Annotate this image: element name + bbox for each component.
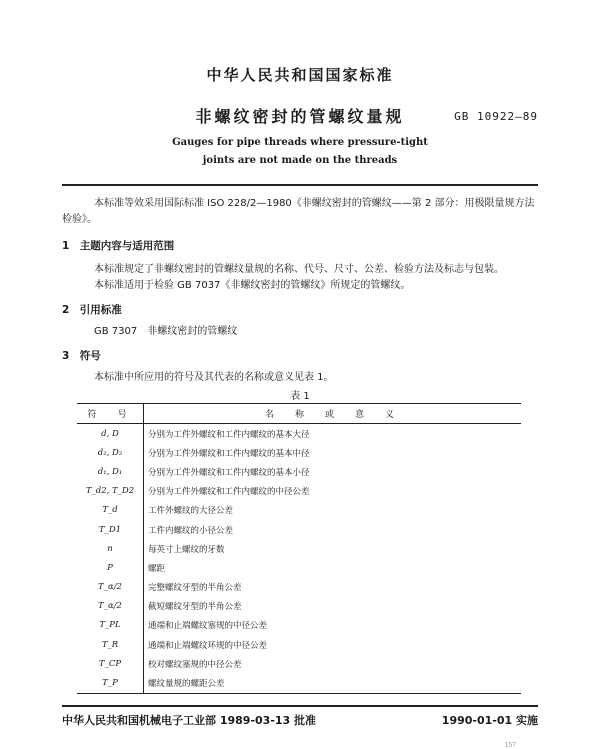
table-row xyxy=(77,462,521,481)
section-3-title: 3 符号 xyxy=(62,350,101,362)
meaning-cell: 每英寸上螺纹的牙数 xyxy=(148,544,225,555)
national-standard-heading: 中华人民共和国国家标准 xyxy=(206,66,394,84)
table-row xyxy=(77,654,521,673)
table-row xyxy=(77,482,521,501)
table-row xyxy=(77,616,521,635)
section-3-para-1: 本标准中所应用的符号及其代表的名称或意义见表 1。 xyxy=(94,372,334,383)
meaning-cell: 分别为工件外螺纹和工件内螺纹的基本小径 xyxy=(148,467,310,478)
meaning-cell: 通端和止端螺纹环规的中径公差 xyxy=(148,640,268,651)
symbols-table xyxy=(77,403,521,694)
symbol-cell: T_R xyxy=(77,635,144,654)
table-row xyxy=(77,578,521,597)
symbol-cell: n xyxy=(77,539,144,558)
table-row xyxy=(77,597,521,616)
meaning-cell: 截短螺纹牙型的半角公差 xyxy=(148,602,242,613)
section-1-title: 1 主题内容与适用范围 xyxy=(62,240,175,252)
intro-line-2: 检验》。 xyxy=(62,214,97,225)
meaning-cell: 分别为工件外螺纹和工件内螺纹的基本大径 xyxy=(148,429,310,440)
symbol-cell: d, D xyxy=(77,424,144,444)
meaning-cell: 工件内螺纹的小径公差 xyxy=(148,525,234,536)
table-row xyxy=(77,635,521,654)
table-caption: 表 1 xyxy=(290,391,310,402)
table-row xyxy=(77,520,521,539)
table-row xyxy=(77,558,521,577)
symbol-cell: T_α/2 xyxy=(77,578,144,597)
column-header-meaning: 名 称 或 意 义 xyxy=(144,404,522,424)
symbol-cell: d₂, D₂ xyxy=(77,443,144,462)
page-number: 157 xyxy=(504,742,516,749)
table-row xyxy=(77,443,521,462)
header-divider xyxy=(62,184,538,186)
meaning-cell: 分别为工件外螺纹和工件内螺纹的中径公差 xyxy=(148,487,310,498)
symbol-cell: T_CP xyxy=(77,654,144,673)
column-header-symbol: 符 号 xyxy=(77,404,144,424)
effective-date: 1990-01-01 实施 xyxy=(441,714,538,727)
meaning-cell: 校对螺纹塞规的中径公差 xyxy=(148,659,242,670)
section-2-title: 2 引用标准 xyxy=(62,304,122,316)
table-row xyxy=(77,501,521,520)
meaning-cell: 分别为工件外螺纹和工件内螺纹的基本中径 xyxy=(148,448,310,459)
title-en-line-2: joints are not made on the threads xyxy=(202,155,398,166)
table-row xyxy=(77,673,521,693)
footer-divider xyxy=(62,705,538,707)
approval-info: 中华人民共和国机械电子工业部 1989-03-13 批准 xyxy=(62,714,317,727)
meaning-cell: 螺纹量规的螺距公差 xyxy=(144,673,522,693)
meaning-cell: 完整螺纹牙型的半角公差 xyxy=(148,583,242,594)
section-2-para-1: GB 7307 非螺纹密封的管螺纹 xyxy=(94,326,238,337)
section-1-para-2: 本标准适用于检验 GB 7037《非螺纹密封的管螺纹》所规定的管螺纹。 xyxy=(94,280,411,291)
document-title-en xyxy=(0,134,600,170)
table-header-row xyxy=(77,404,521,424)
symbol-cell: T_d xyxy=(77,501,144,520)
symbol-cell: P xyxy=(77,558,144,577)
symbol-cell: T_d2, T_D2 xyxy=(77,482,144,501)
symbol-cell: T_P xyxy=(77,673,144,693)
intro-line-1: 本标准等效采用国际标准 ISO 228/2—1980《非螺纹密封的管螺纹——第 2 部分：用极限量规方法 xyxy=(94,198,535,209)
symbol-cell: T_α/2 xyxy=(77,597,144,616)
meaning-cell: 工件外螺纹的大径公差 xyxy=(148,506,234,517)
symbol-cell: d₁, D₁ xyxy=(77,462,144,481)
meaning-cell: 通端和止端螺纹塞规的中径公差 xyxy=(148,621,268,632)
standard-code: GB 10922—89 xyxy=(454,110,538,123)
title-en-line-1: Gauges for pipe threads where pressure-tight xyxy=(172,137,428,148)
document-title-cn: 非螺纹密封的管螺纹量规 xyxy=(195,107,405,126)
section-1-para-1: 本标准规定了非螺纹密封的管螺纹量规的名称、代号、尺寸、公差、检验方法及标志与包装。 xyxy=(94,264,504,275)
symbol-cell: T_D1 xyxy=(77,520,144,539)
table-row xyxy=(77,539,521,558)
symbol-cell: T_PL xyxy=(77,616,144,635)
meaning-cell: 螺距 xyxy=(148,563,166,574)
table-row xyxy=(77,424,521,444)
